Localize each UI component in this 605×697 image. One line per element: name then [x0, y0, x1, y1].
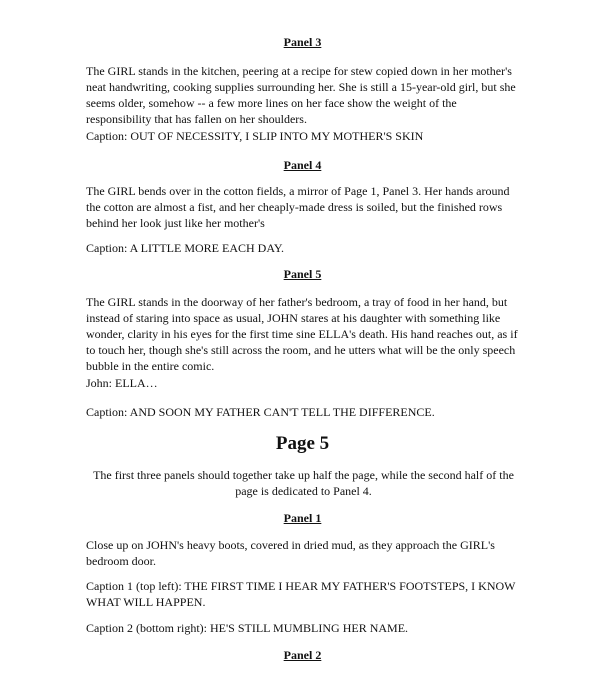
panel-4-heading: Panel 4: [283, 158, 322, 172]
panel-3-heading: Panel 3: [283, 35, 322, 49]
page-5-panel-1-heading: Panel 1: [283, 511, 322, 525]
panel-5-dialogue: John: ELLA…: [86, 376, 158, 390]
page-5-intro: The first three panels should together take up half the page, while the second half of the page is dedicated to Panel 4.: [93, 468, 514, 498]
panel-5-heading: Panel 5: [283, 267, 322, 281]
panel-3-description: The GIRL stands in the kitchen, peering at a recipe for stew copied down in her mother's neat handwriting, cooking supplies surrounding her. She is still a 15-year-old girl, but she seems older, somehow -- a few more lines on her face show the weight of the responsibility that has fallen on her shoulders.: [86, 64, 516, 126]
panel-5-description: The GIRL stands in the doorway of her father's bedroom, a tray of food in her hand, but instead of staring into space as usual, JOHN stares at his daughter with something like wonder, clarity in his eyes for the first time sine ELLA's death. His hand reaches out, as if to touch her, though she's still across the room, and he utters what will be the only speech bubble in the entire comic.: [86, 295, 518, 373]
panel-4-caption: Caption: A LITTLE MORE EACH DAY.: [86, 241, 285, 255]
page-5-panel-2-heading: Panel 2: [283, 648, 322, 662]
panel-4-description: The GIRL bends over in the cotton fields, a mirror of Page 1, Panel 3. Her hands around the cotton are almost a fist, and her cheaply-made dress is soiled, but the finished rows behind her look just like her mother's: [86, 184, 510, 230]
page-5-panel-1-description: Close up on JOHN's heavy boots, covered in dried mud, as they approach the GIRL's bedroom door.: [86, 538, 495, 568]
page-5-panel-1-caption-1: Caption 1 (top left): THE FIRST TIME I HEAR MY FATHER'S FOOTSTEPS, I KNOW WHAT WILL HAPPEN.: [86, 579, 516, 609]
page-5-panel-1-caption-2: Caption 2 (bottom right): HE'S STILL MUMBLING HER NAME.: [86, 621, 409, 635]
panel-5-caption: Caption: AND SOON MY FATHER CAN'T TELL THE DIFFERENCE.: [86, 405, 435, 419]
panel-3-caption: Caption: OUT OF NECESSITY, I SLIP INTO MY MOTHER'S SKIN: [86, 129, 424, 143]
page-5-title: Page 5: [275, 433, 330, 454]
